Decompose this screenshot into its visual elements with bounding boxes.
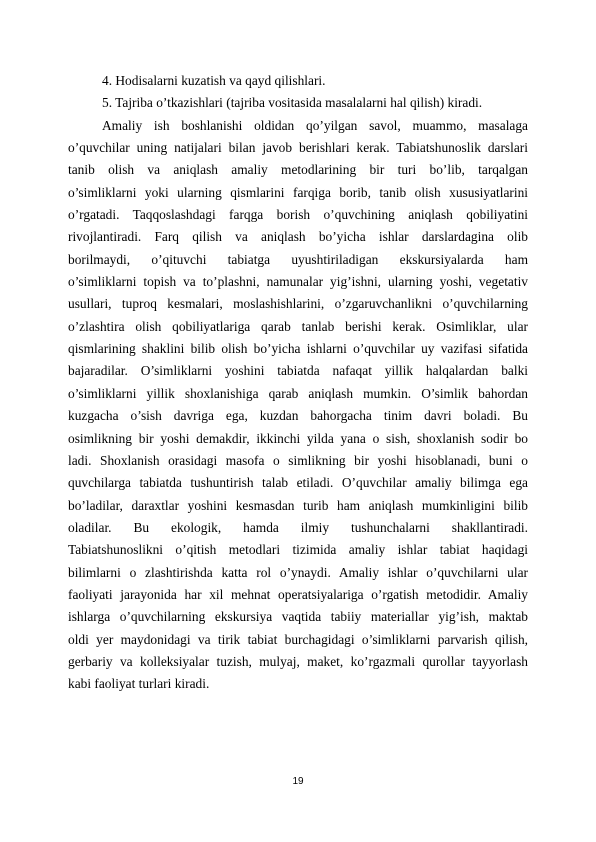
paragraph-line: o’zlashtira olish qobiliyatlariga qarab tanlab berishi kerak. Osimliklar, ular [68,318,528,334]
paragraph-line: o’simliklarni topish va to’plashni, namunalar yig’ishni, ularning yoshi, vegetativ [68,274,528,290]
paragraph-line: Amaliy ish boshlanishi oldidan qo’yilgan savol, muammo, masalaga [102,117,528,133]
document-body [68,70,528,696]
paragraph-line: qismlarining shaklini bilib olish bo’yicha ishlarni o’quvchilar uy vazifasi sifatida [68,341,528,357]
paragraph-line: osimlikning bir yoshi demakdir, ikkinchi yilda yana o sish, shoxlanish sodir bo [68,430,528,446]
paragraph-line: kuzgacha o’sish davriga ega, kuzdan bahorgacha tinim davri boladi. Bu [68,408,528,424]
paragraph-line: quvchilarga tabiatda tushuntirish talab etiladi. O’quvchilar amaliy bilimga ega [68,475,528,491]
paragraph-line: bajaradilar. O’simliklarni yoshini tabiatda nafaqat yillik halqalardan balki [68,363,528,379]
paragraph-line: ishlarga o’quvchilarning ekskursiya vaqtida tabiiy materiallar yig’ish, maktab [68,609,528,625]
paragraph-line: faoliyati jarayonida har xil mehnat operatsiyalariga o’rgatish metodidir. Amaliy [68,586,528,602]
paragraph-line: tanib olish va aniqlash amaliy metodlarining bir turi bo’lib, tarqalgan [68,162,528,178]
paragraph-line: o’simliklarni yillik shoxlanishiga qarab aniqlash mumkin. O’simlik bahordan [68,385,528,401]
paragraph-line: o’simliklarni yoki ularning qismlarini farqiga borib, tanib olish xususiyatlarini [68,184,528,200]
paragraph-line: gerbariy va kolleksiyalar tuzish, mulyaj, maket, ko’rgazmali qurollar tayyorlash [68,653,528,669]
paragraph-line: rivojlantiradi. Farq qilish va aniqlash bo’yicha ishlar darslardagina olib [68,229,528,245]
paragraph-line: oladilar. Bu ekologik, hamda ilmiy tushunchalarni shakllantiradi. [68,519,528,535]
paragraph-line: ladi. Shoxlanish orasidagi masofa o simlikning bir yoshi hisoblanadi, buni o [68,452,528,468]
paragraph-line: usullari, tuproq kesmalari, moslashishlarini, o’zgaruvchanlikni o’quvchilarning [68,296,528,312]
paragraph-line: o’rgatadi. Taqqoslashdagi farqga borish o’quvchining aniqlash qobiliyatini [68,207,528,223]
list-item-5: 5. Tajriba o’tkazishlari (tajriba vositasida masalalarni hal qilish) kiradi. [102,95,483,111]
paragraph-line: bilimlarni o zlashtirishda katta rol o’ynaydi. Amaliy ishlar o’quvchilarni ular [68,564,528,580]
paragraph-line: borilmaydi, o’qituvchi tabiatga uyushtiriladigan ekskursiyalarda ham [68,251,528,267]
page-number: 19 [292,776,304,787]
paragraph-line: bo’ladilar, daraxtlar yoshini kesmasdan turib ham aniqlash mumkinligini bilib [68,497,528,513]
paragraph-line: Tabiatshunoslikni o’qitish metodlari tizimida amaliy ishlar tabiat haqidagi [68,542,528,558]
paragraph-line: o’quvchilar uning natijalari bilan javob berishlari kerak. Tabiatshunoslik darslari [68,140,528,156]
list-item-4: 4. Hodisalarni kuzatish va qayd qilishlari. [102,73,326,88]
paragraph-line: oldi yer maydonidagi va tirik tabiat burchagidagi o’simliklarni parvarish qilish, [68,631,528,647]
paragraph-line-last: kabi faoliyat turlari kiradi. [68,676,210,692]
